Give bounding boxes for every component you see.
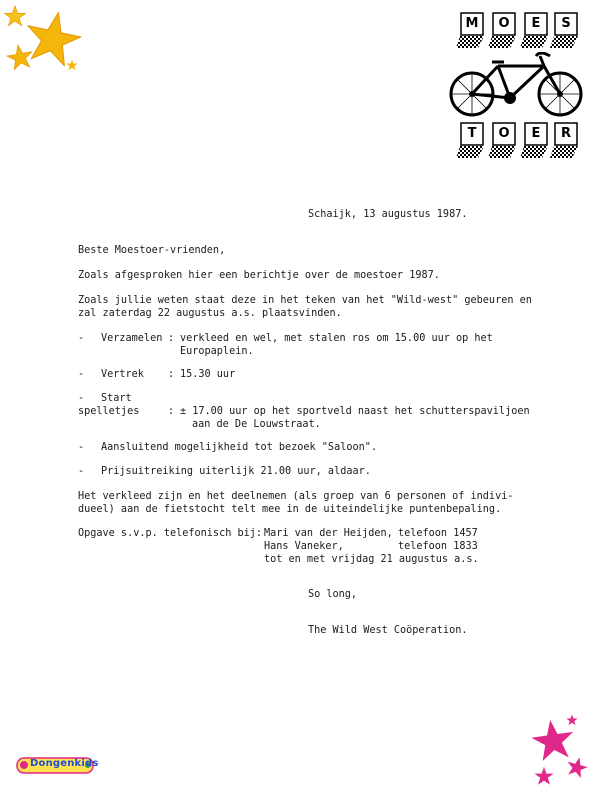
item-colon: : <box>168 369 175 380</box>
letter-para2-line2: zal zaterdag 22 augustus a.s. plaatsvinden. <box>78 308 342 319</box>
logo-checker-bottom <box>456 146 584 160</box>
logo-cube-s: S <box>554 12 578 36</box>
letter-para3-line2: dueel) aan de fietstocht telt mee in de uiteindelijke puntenbepaling. <box>78 504 502 515</box>
gold-star-mid-icon <box>6 44 34 70</box>
item-colon: : <box>168 333 175 344</box>
item-label-vertrek: Vertrek <box>101 369 144 380</box>
contact-phone: telefoon 1833 <box>398 541 478 552</box>
deadline-text: tot en met vrijdag 21 augustus a.s. <box>264 554 479 565</box>
logo-cube-e: E <box>524 12 548 36</box>
opgave-label: Opgave s.v.p. telefonisch bij: <box>78 528 263 539</box>
pink-star-bottom-icon <box>534 766 554 786</box>
site-badge-logo <box>16 755 99 775</box>
letter-para2-line1: Zoals jullie weten staat deze in het teken van het "Wild-west" gebeuren en <box>78 295 532 306</box>
logo-cube-r: R <box>554 122 578 146</box>
logo-checker-top <box>456 36 584 50</box>
logo-cube-o: O <box>492 12 516 36</box>
contact-phone: telefoon 1457 <box>398 528 478 539</box>
item-label-spelletjes: spelletjes <box>78 406 140 417</box>
item-text-vertrek: 15.30 uur <box>180 369 236 380</box>
item-text-verzamelen-2: Europaplein. <box>180 346 254 357</box>
item-dash: - <box>78 333 85 344</box>
contact-name: Hans Vaneker, <box>264 541 344 552</box>
item-text-saloon: Aansluitend mogelijkheid tot bezoek "Saloon". <box>101 442 378 453</box>
item-text-spelletjes-1: ± 17.00 uur op het sportveld naast het schutterspaviljoen <box>180 406 530 417</box>
item-dash: - <box>78 466 85 477</box>
letter-date: Schaijk, 13 augustus 1987. <box>308 209 468 220</box>
item-dash: - <box>78 442 85 453</box>
signature-text: The Wild West Coöperation. <box>308 625 468 636</box>
pink-star-mid-icon <box>566 756 588 778</box>
logo-cube-t: T <box>460 122 484 146</box>
item-dash: - <box>78 393 85 404</box>
letter-salutation: Beste Moestoer-vrienden, <box>78 245 226 256</box>
item-label-verzamelen: Verzamelen <box>101 333 163 344</box>
letter-para1: Zoals afgesproken hier een berichtje over de moestoer 1987. <box>78 270 440 281</box>
closing-text: So long, <box>308 589 358 600</box>
item-dash: - <box>78 369 85 380</box>
bicycle-icon <box>448 52 586 118</box>
site-badge-text: Dongenkids <box>30 758 99 769</box>
item-text-prijsuitreiking: Prijsuitreiking uiterlijk 21.00 uur, aldaar. <box>101 466 371 477</box>
gold-star-tiny-icon <box>66 59 78 71</box>
item-text-spelletjes-2: aan de De Louwstraat. <box>192 419 321 430</box>
moestoer-logo <box>446 8 586 160</box>
logo-cube-m: M <box>460 12 484 36</box>
item-label-start: Start <box>101 393 132 404</box>
item-text-verzamelen-1: verkleed en wel, met stalen ros om 15.00 uur op het <box>180 333 493 344</box>
letter-para3-line1: Het verkleed zijn en het deelnemen (als groep van 6 personen of indivi- <box>78 491 514 502</box>
contact-name: Mari van der Heijden, <box>264 528 393 539</box>
logo-cube-o2: O <box>492 122 516 146</box>
logo-cube-e2: E <box>524 122 548 146</box>
gold-star-small-icon <box>4 5 26 27</box>
item-colon: : <box>168 406 175 417</box>
pink-star-small-icon <box>566 714 578 726</box>
